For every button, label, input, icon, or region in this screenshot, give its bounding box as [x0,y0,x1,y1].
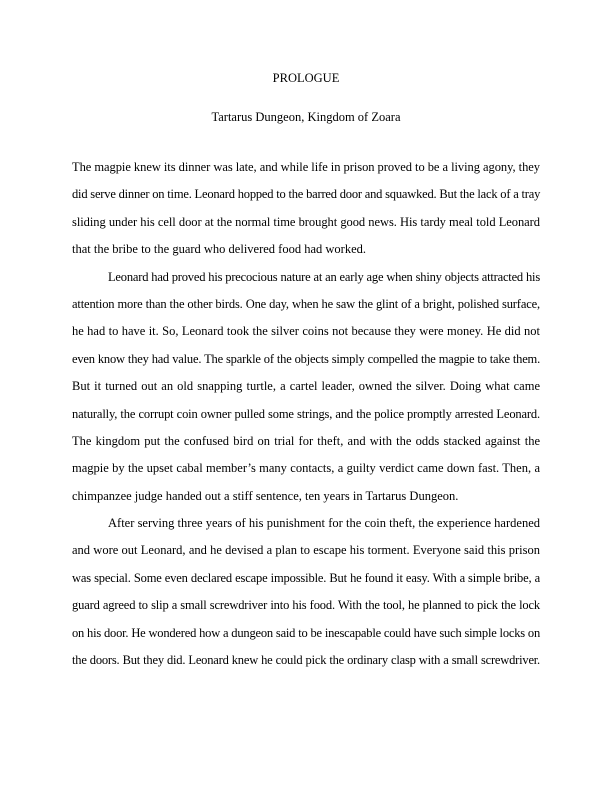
text-line: even know they had value. The sparkle of the objects simply compelled the magpie to take them. [72,351,540,366]
text-line: guard agreed to slip a small screwdriver into his food. With the tool, he planned to pick the lock [72,598,540,613]
body-text [72,159,540,679]
text-line: The kingdom put the confused bird on trial for theft, and with the odds stacked against the [72,433,540,448]
text-line: naturally, the corrupt coin owner pulled some strings, and the police promptly arrested Leonard. [72,406,540,421]
chapter-title: PROLOGUE [272,71,340,85]
text-line: the doors. But they did. Leonard knew he could pick the ordinary clasp with a small screwdriver. [72,653,540,668]
text-line: did serve dinner on time. Leonard hopped to the barred door and squawked. But the lack of a tray [72,187,541,202]
text-line: magpie by the upset cabal member’s many contacts, a guilty verdict came down fast. Then, a [72,461,540,476]
text-line: he had to have it. So, Leonard took the silver coins not because they were money. He did not [72,324,540,339]
text-line: on his door. He wondered how a dungeon said to be inescapable could have such simple locks on [72,625,540,640]
text-line: attention more than the other birds. One day, when he saw the glint of a bright, polished surface, [72,296,540,311]
text-line: sliding under his cell door at the normal time brought good news. His tardy meal told Leonard [72,214,540,229]
text-line: After serving three years of his punishment for the coin theft, the experience hardened [108,516,540,531]
text-line: was special. Some even declared escape impossible. But he found it easy. With a simple bribe, a [72,570,540,585]
text-line: Leonard had proved his precocious nature at an early age when shiny objects attracted his [108,269,540,284]
text-line: But it turned out an old snapping turtle, a cartel leader, owned the silver. Doing what came [72,379,540,394]
text-line: that the bribe to the guard who delivered food had worked. [72,242,367,257]
text-line: chimpanzee judge handed out a stiff sentence, ten years in Tartarus Dungeon. [72,488,459,503]
text-line: The magpie knew its dinner was late, and while life in prison proved to be a living agony, they [72,160,540,174]
chapter-subtitle: Tartarus Dungeon, Kingdom of Zoara [211,110,401,124]
text-line: and wore out Leonard, and he devised a plan to escape his torment. Everyone said this prison [72,543,540,558]
